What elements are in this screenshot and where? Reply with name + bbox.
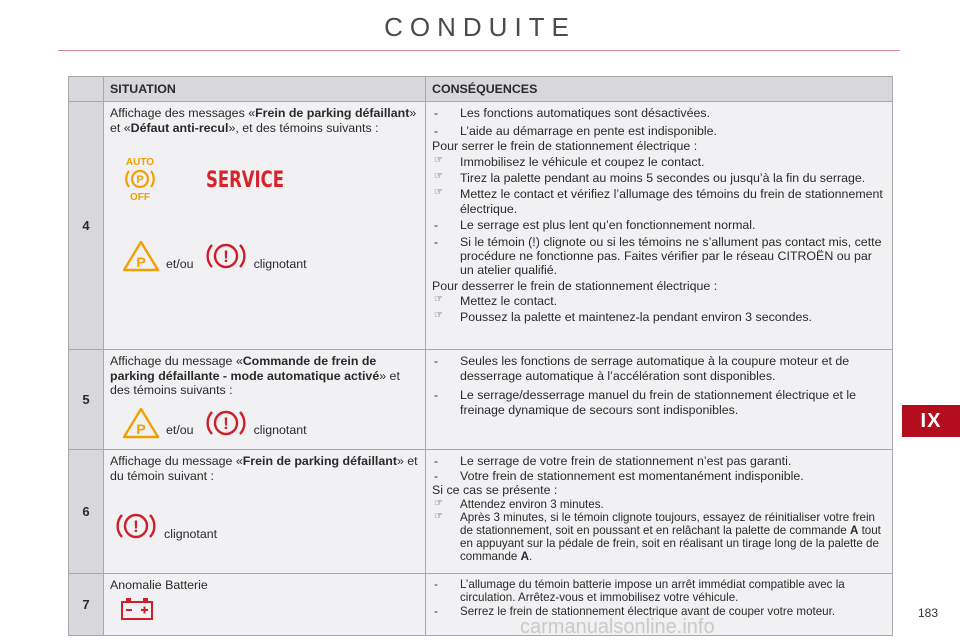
situation-text: Anomalie Batterie [110,578,208,593]
list-item: - Le serrage est plus lent qu’en fonctionnement normal. [434,218,756,233]
pointing-hand-icon: ☞ [434,497,443,509]
blinking-label: clignotant [164,526,218,541]
and-or-label: et/ou [166,423,194,438]
title-divider [58,50,900,51]
list-item: - Serrez le frein de stationnement électrique avant de couper votre moteur. [434,604,836,618]
svg-text:AUTO: AUTO [125,157,155,169]
service-icon [204,163,294,193]
list-item: - Les fonctions automatiques sont désactivées. [434,106,711,121]
battery-icon [120,597,154,621]
watermark: carmanualsonline.info [520,616,715,638]
list-heading: Pour serrer le frein de stationnement électrique : [432,139,698,154]
situation-text: Affichage du message «Frein de parking défaillant» et du témoin suivant : [110,454,418,483]
table-row [69,102,893,350]
pointing-hand-icon: ☞ [434,187,443,199]
svg-text:!: ! [133,517,139,537]
auto-parking-brake-icon [118,155,162,204]
list-item: ☞ Mettez le contact et vérifiez l’allumage des témoins du frein de stationnement électrique. [434,187,883,216]
blinking-label: clignotant [253,256,307,271]
situation-text: Affichage du message «Commande de frein de parking défaillante - mode automatique activé» et des témoins suivants : [110,354,400,398]
row-number: 7 [69,574,104,636]
list-heading: Pour desserrer le frein de stationnement électrique : [432,278,718,293]
row-number: 4 [69,102,104,350]
row-number: 5 [69,350,104,450]
list-item: - L’aide au démarrage en pente est indisponible. [434,123,717,138]
list-item: - Votre frein de stationnement est momentanément indisponible. [434,468,804,483]
situation-cell [104,102,426,350]
situation-cell [104,574,426,636]
svg-text:!: ! [222,413,229,433]
pointing-hand-icon: ☞ [434,510,443,522]
header-spacer [69,77,104,102]
page-number: 183 [917,606,938,620]
list-heading: Si ce cas se présente : [432,483,558,498]
page-title: CONDUITE [384,12,576,42]
brake-warning-icon [114,509,158,543]
list-item: ☞ Immobilisez le véhicule et coupez le contact. [434,154,705,169]
list-item: ☞ Après 3 minutes, si le témoin clignote toujours, essayez de réinitialiser votre frein de stationnement, soit en poussant et en relâchant la palette de commande A tout en appuyant sur la pédale de frein, soit en réalisant un tirage long de la palette de commande A. [434,510,881,563]
consequences-cell [426,450,893,574]
list-item: - Le serrage/desserrage manuel du frein de stationnement électrique et le freinage dynamique de secours sont indisponibles. [434,388,857,417]
table-row [69,574,893,636]
svg-text:P: P [136,420,146,437]
pointing-hand-icon: ☞ [434,294,443,306]
brake-warning-icon [204,239,248,273]
parking-warning-icon [122,406,160,440]
table-header-row [69,77,893,102]
list-item: ☞ Tirez la palette pendant au moins 5 secondes ou jusqu’à la fin du serrage. [434,170,866,185]
row-number: 6 [69,450,104,574]
list-item: - Le serrage de votre frein de stationnement n’est pas garanti. [434,454,792,469]
list-item: - L’allumage du témoin batterie impose un arrêt immédiat compatible avec la circulation. Arrêtez-vous et immobilisez votre véhicule. [434,578,845,605]
svg-text:OFF: OFF [130,192,150,204]
blinking-label: clignotant [253,423,307,438]
header-consequences: CONSÉQUENCES [426,77,893,102]
header-situation: SITUATION [104,77,426,102]
svg-text:P: P [136,174,144,187]
svg-text:P: P [136,254,146,271]
pointing-hand-icon: ☞ [434,310,443,322]
pointing-hand-icon: ☞ [434,170,443,182]
list-item: ☞ Mettez le contact. [434,294,558,309]
svg-text:!: ! [222,247,229,267]
pointing-hand-icon: ☞ [434,154,443,166]
situation-cell [104,450,426,574]
table-row [69,450,893,574]
conduite-table [68,76,893,636]
brake-warning-icon [204,406,248,440]
situation-text: Affichage des messages «Frein de parking défaillant» et «Défaut anti-recul», et des témoins suivants : [110,106,417,135]
section-tab[interactable]: IX [902,405,960,437]
and-or-label: et/ou [166,256,194,271]
table-row [69,350,893,450]
list-item: - Si le témoin (!) clignote ou si les témoins ne s’allument pas contact mis, cette procédure ne fonctionne pas. Faites vérifier par le réseau CITROËN ou par un atelier qualifié. [434,234,882,278]
parking-warning-icon [122,239,160,273]
list-item: ☞ Attendez environ 3 minutes. [434,497,604,511]
situation-cell [104,350,426,450]
svg-text:SERVICE: SERVICE [206,168,284,194]
list-item: ☞ Poussez la palette et maintenez-la pendant environ 3 secondes. [434,310,812,325]
consequences-cell [426,350,893,450]
list-item: - Seules les fonctions de serrage automatique à la coupure moteur et de desserrage automatique à l’accélération sont disponibles. [434,354,850,383]
consequences-cell [426,102,893,350]
